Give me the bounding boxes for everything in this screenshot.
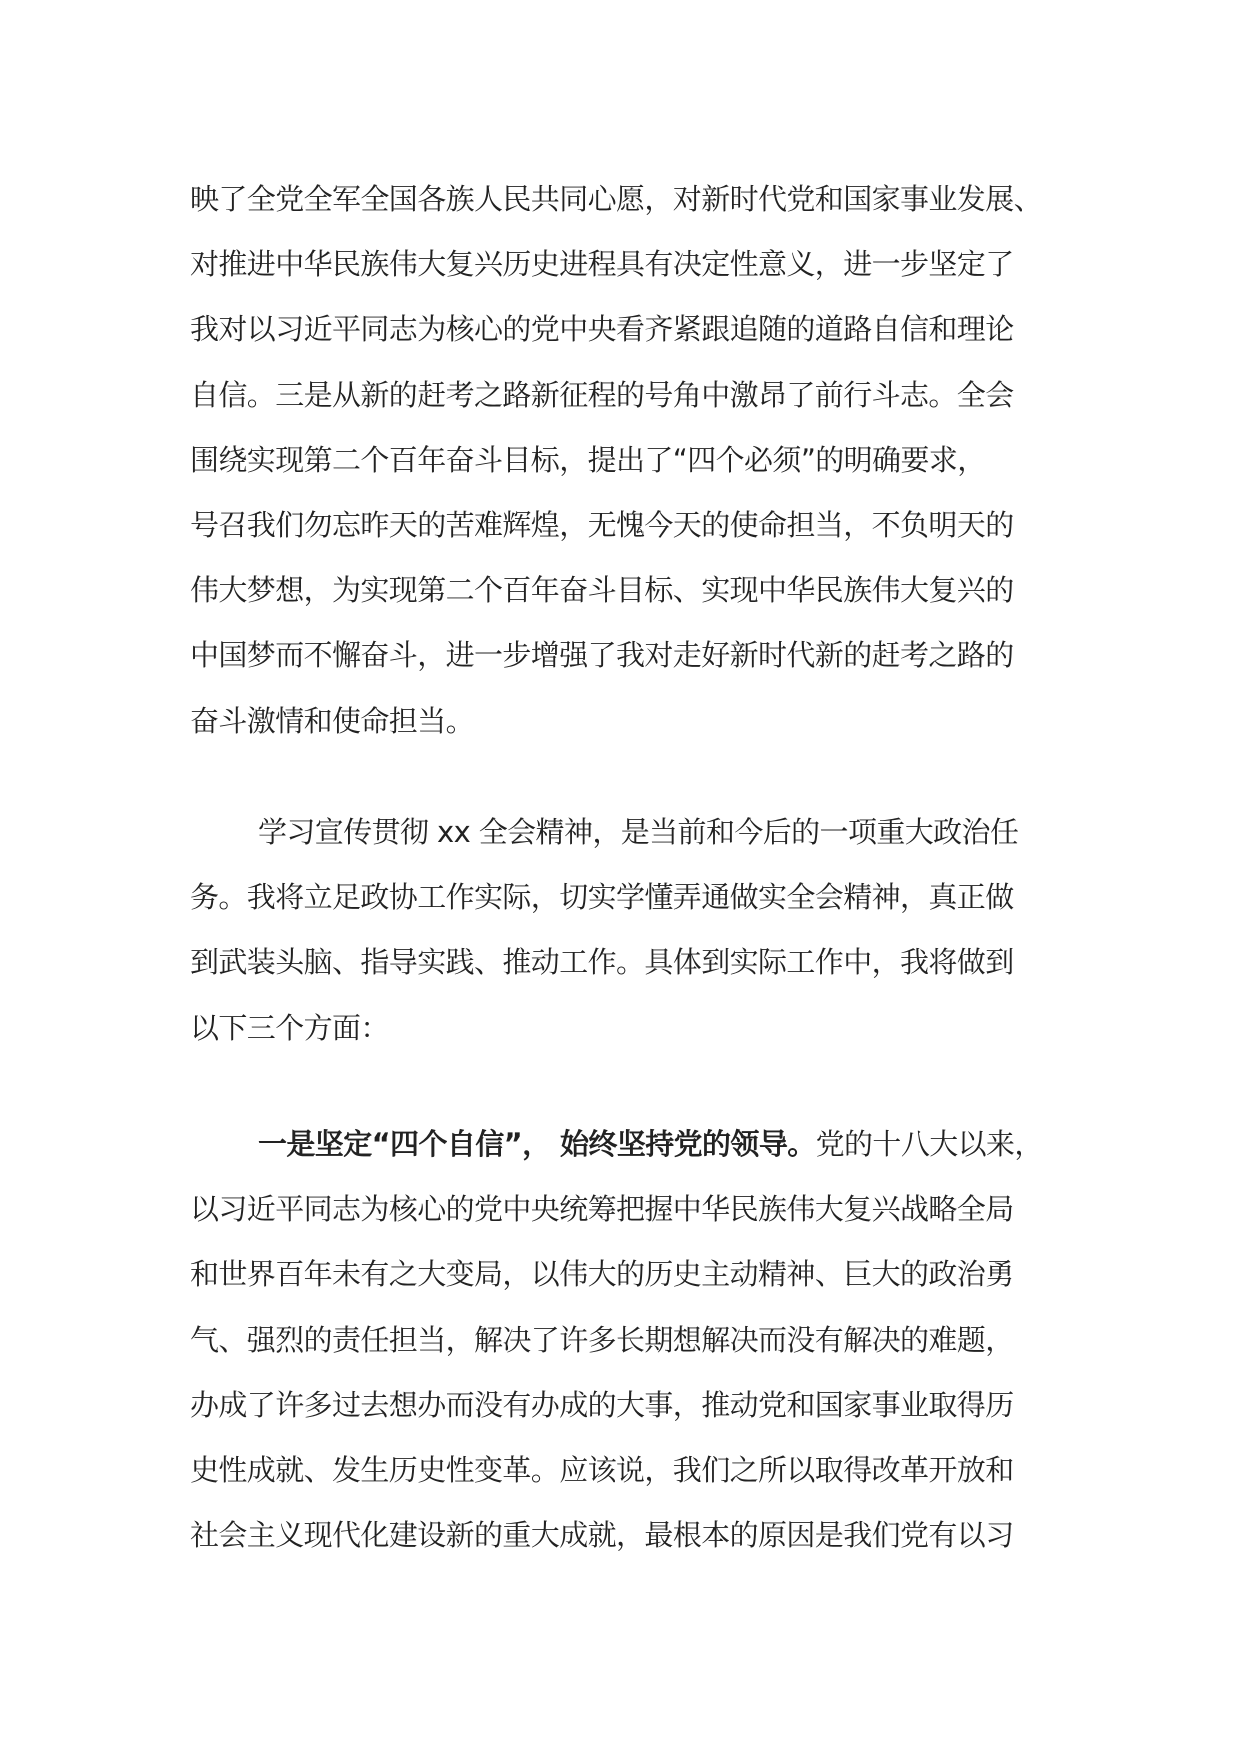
text-line: 奋斗激情和使命担当。 (190, 703, 475, 738)
text-line: 气、强烈的责任担当，解决了许多长期想解决而没有解决的难题， (190, 1322, 1014, 1357)
text-line: 映了全党全军全国各族人民共同心愿，对新时代党和国家事业发展、 (190, 182, 1043, 216)
text-line: 中国梦而不懈奋斗，进一步增强了我对走好新时代新的赶考之路的 (190, 638, 1014, 673)
text-line: 学习宣传贯彻 xx 全会精神，是当前和今后的一项重大政治任 (258, 815, 1019, 849)
text-line (190, 1112, 1070, 1177)
paragraph-continuation (190, 167, 1070, 754)
text-line: 对推进中华民族伟大复兴历史进程具有决定性意义，进一步坚定了 (190, 247, 1014, 282)
text-line: 围绕实现第二个百年奋斗目标，提出了“四个必须”的明确要求， (190, 442, 986, 477)
paragraph-study-task (190, 800, 1070, 1061)
text-line: 社会主义现代化建设新的重大成就，最根本的原因是我们党有以习 (190, 1518, 1014, 1553)
text-line: 史性成就、发生历史性变革。应该说，我们之所以取得改革开放和 (190, 1452, 1014, 1487)
text-fragment: 党的十八大以来， (815, 1127, 1043, 1161)
text-line: 办成了许多过去想办而没有办成的大事，推动党和国家事业取得历 (190, 1387, 1014, 1422)
text-line: 以下三个方面： (190, 1010, 389, 1045)
text-line: 和世界百年未有之大变局，以伟大的历史主动精神、巨大的政治勇 (190, 1257, 1014, 1292)
text-line: 务。我将立足政协工作实际，切实学懂弄通做实全会精神，真正做 (190, 880, 1014, 915)
text-line: 到武装头脑、指导实践、推动工作。具体到实际工作中，我将做到 (190, 945, 1014, 980)
paragraph-four-confidences (190, 1112, 1070, 1568)
text-line: 自信。三是从新的赶考之路新征程的号角中激昂了前行斗志。全会 (190, 377, 1014, 412)
bold-heading: 一是坚定“四个自信”， 始终坚持党的领导。 (258, 1127, 816, 1161)
text-line: 伟大梦想，为实现第二个百年奋斗目标、实现中华民族伟大复兴的 (190, 573, 1014, 608)
text-line: 号召我们勿忘昨天的苦难辉煌，无愧今天的使命担当，不负明天的 (190, 507, 1014, 542)
text-line: 以习近平同志为核心的党中央统筹把握中华民族伟大复兴战略全局 (190, 1192, 1014, 1227)
text-line: 我对以习近平同志为核心的党中央看齐紧跟追随的道路自信和理论 (190, 312, 1014, 347)
